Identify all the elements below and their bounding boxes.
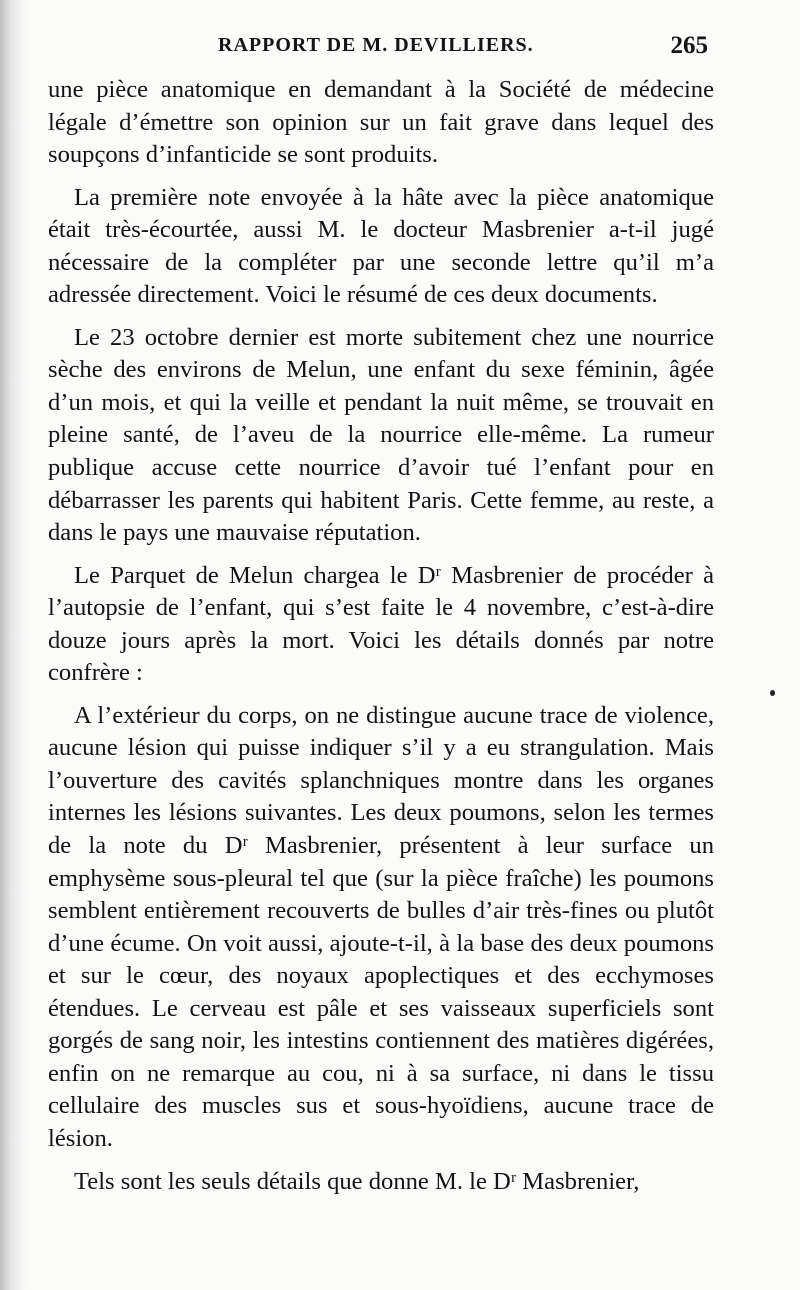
page-header [48,34,708,70]
paragraph-first-note: La première note envoyée à la hâte avec la pièce anatomique était très-écourtée, aussi M. le docteur Masbrenier a-t-il jugé nécessaire de la compléter par une seconde lettre qu’il m’a adressée directement. Voici le résumé de ces deux documents. [48,183,714,309]
paragraph-autopsy-findings: A l’extérieur du corps, on ne distingue aucune trace de violence, aucune lésion qui puisse indiquer s’il y a eu strangulation. Mais l’ouverture des cavités splanchniques montre dans les organes internes les lésions suivantes. Les deux poumons, selon les termes de la note du Dʳ Masbrenier, présentent à leur surface un emphysème sous-pleural tel que (sur la pièce fraîche) les poumons semblent entièrement recouverts de bulles d’air très-fines ou plutôt d’une écume. On voit aussi, ajoute-t-il, à la base des deux poumons et sur le cœur, des noyaux apoplectiques et des ecchymoses étendues. Le cerveau est pâle et ses vaisseaux superficiels sont gorgés de sang noir, les intestins contiennent des matières digérées, enfin on ne remarque au cou, ni à sa surface, ni dans le tissu cellulaire des muscles sus et sous-hyoïdiens, aucune trace de lésion. [48,701,714,1152]
paragraph-closing: Tels sont les seuls détails que donne M. le Dʳ Masbrenier, [74,1167,640,1195]
page-number: 265 [670,32,708,59]
paragraph-death-account: Le 23 octobre dernier est morte subitement chez une nourrice sèche des environs de Melun, une enfant du sexe féminin, âgée d’un mois, et qui la veille et pendant la nuit même, se trouvait en pleine santé, de l’aveu de la nourrice elle-même. La rumeur publique accuse cette nourrice d’avoir tué l’enfant pour en débarrasser les parents qui habitent Paris. Cette femme, au reste, a dans le pays une mauvaise réputation. [48,323,714,547]
ink-speck [770,690,775,696]
running-title: RAPPORT DE M. DEVILLIERS. [218,34,534,56]
paragraph-autopsy-order: Le Parquet de Melun chargea le Dʳ Masbrenier de procéder à l’autopsie de l’enfant, qui s’est faite le 4 novembre, c’est-à-dire douze jours après la mort. Voici les détails donnés par notre confrère : [48,561,714,687]
body-text [48,74,714,1198]
paragraph-continuation: une pièce anatomique en demandant à la Société de médecine légale d’émettre son opinion sur un fait grave dans lequel des soupçons d’infanticide se sont produits. [48,76,714,169]
